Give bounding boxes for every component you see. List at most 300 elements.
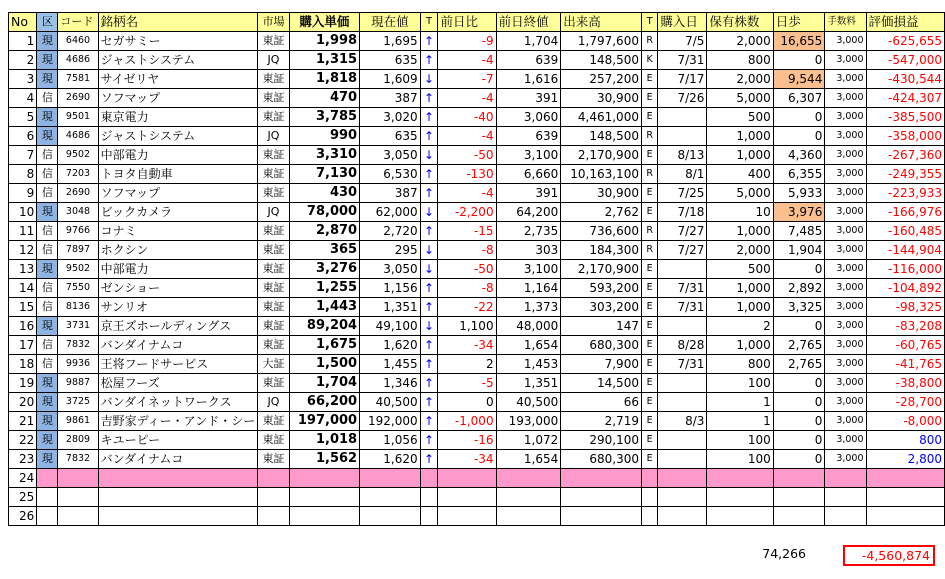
shares-cell[interactable]: 100 [707, 450, 773, 469]
name-cell[interactable]: 東京電力 [98, 108, 258, 127]
buy-price-cell[interactable]: 1,675 [289, 336, 359, 355]
empty-cell[interactable] [289, 488, 359, 507]
prev-close-cell[interactable]: 1,654 [496, 336, 561, 355]
change-cell[interactable]: -5 [438, 374, 496, 393]
current-price-cell[interactable]: 1,609 [360, 70, 421, 89]
kind-cell[interactable] [37, 412, 58, 431]
volume-cell[interactable]: 1,797,600 [561, 32, 642, 51]
step-cell[interactable]: 0 [773, 108, 825, 127]
name-cell[interactable]: ビックカメラ [98, 203, 258, 222]
volume-cell[interactable]: 680,300 [561, 336, 642, 355]
empty-cell[interactable] [496, 488, 561, 507]
volume-cell[interactable]: 303,200 [561, 298, 642, 317]
row-number[interactable]: 10 [9, 203, 37, 222]
code-cell[interactable]: 3048 [58, 203, 98, 222]
volume-cell[interactable]: 7,900 [561, 355, 642, 374]
kind-cell[interactable] [37, 393, 58, 412]
empty-cell[interactable] [658, 507, 707, 526]
code-cell[interactable]: 9501 [58, 108, 98, 127]
shares-cell[interactable]: 800 [707, 51, 773, 70]
buy-date-cell[interactable] [658, 260, 707, 279]
kind-cell[interactable] [37, 146, 58, 165]
empty-cell[interactable] [561, 507, 642, 526]
pl-cell[interactable]: -41,765 [866, 355, 944, 374]
empty-cell[interactable] [258, 507, 290, 526]
market-cell[interactable]: 東証 [258, 336, 290, 355]
step-cell[interactable]: 0 [773, 127, 825, 146]
market-cell[interactable]: 東証 [258, 89, 290, 108]
empty-cell[interactable] [37, 488, 58, 507]
code-cell[interactable]: 9936 [58, 355, 98, 374]
step-cell[interactable]: 4,360 [773, 146, 825, 165]
prev-close-cell[interactable]: 2,735 [496, 222, 561, 241]
change-cell[interactable]: -4 [438, 184, 496, 203]
current-price-cell[interactable]: 3,050 [360, 260, 421, 279]
name-cell[interactable]: バンダイネットワークス [98, 393, 258, 412]
step-cell[interactable]: 2,892 [773, 279, 825, 298]
prev-close-cell[interactable]: 1,072 [496, 431, 561, 450]
change-cell[interactable]: -50 [438, 146, 496, 165]
buy-price-cell[interactable]: 1,315 [289, 51, 359, 70]
buy-price-cell[interactable]: 1,818 [289, 70, 359, 89]
code-cell[interactable]: 7203 [58, 165, 98, 184]
code-cell[interactable]: 2690 [58, 89, 98, 108]
current-price-cell[interactable]: 6,530 [360, 165, 421, 184]
code-cell[interactable]: 7832 [58, 336, 98, 355]
market-cell[interactable]: 大証 [258, 355, 290, 374]
trend-arrow-icon[interactable]: ↑ [420, 51, 438, 70]
buy-date-cell[interactable]: 8/3 [658, 412, 707, 431]
header-market[interactable]: 市場 [258, 13, 290, 32]
change-cell[interactable]: -1,000 [438, 412, 496, 431]
buy-price-cell[interactable]: 430 [289, 184, 359, 203]
step-cell[interactable]: 1,904 [773, 241, 825, 260]
shares-cell[interactable]: 400 [707, 165, 773, 184]
empty-cell[interactable] [360, 469, 421, 488]
empty-cell[interactable] [289, 469, 359, 488]
row-number[interactable]: 12 [9, 241, 37, 260]
shares-cell[interactable]: 10 [707, 203, 773, 222]
volume-cell[interactable]: 184,300 [561, 241, 642, 260]
name-cell[interactable]: ジャストシステム [98, 51, 258, 70]
volume-cell[interactable]: 2,170,900 [561, 260, 642, 279]
kind-cell[interactable] [37, 298, 58, 317]
volume-cell[interactable]: 593,200 [561, 279, 642, 298]
shares-cell[interactable]: 1 [707, 393, 773, 412]
shares-cell[interactable]: 5,000 [707, 184, 773, 203]
row-number[interactable]: 23 [9, 450, 37, 469]
buy-price-cell[interactable]: 78,000 [289, 203, 359, 222]
kind-cell[interactable] [37, 89, 58, 108]
empty-cell[interactable] [707, 469, 773, 488]
pl-cell[interactable]: -249,355 [866, 165, 944, 184]
row-number[interactable]: 6 [9, 127, 37, 146]
buy-date-cell[interactable]: 8/13 [658, 146, 707, 165]
code-cell[interactable]: 7581 [58, 70, 98, 89]
current-price-cell[interactable]: 1,695 [360, 32, 421, 51]
name-cell[interactable]: ソフマップ [98, 89, 258, 108]
pl-cell[interactable]: -430,544 [866, 70, 944, 89]
market-cell[interactable]: 東証 [258, 146, 290, 165]
t2-cell[interactable]: E [641, 203, 657, 222]
buy-price-cell[interactable]: 89,204 [289, 317, 359, 336]
t2-cell[interactable]: E [641, 450, 657, 469]
step-cell[interactable]: 0 [773, 374, 825, 393]
shares-cell[interactable]: 5,000 [707, 89, 773, 108]
fee-cell[interactable]: 3,000 [825, 260, 866, 279]
buy-date-cell[interactable]: 7/27 [658, 241, 707, 260]
empty-cell[interactable] [561, 469, 642, 488]
buy-price-cell[interactable]: 470 [289, 89, 359, 108]
t2-cell[interactable]: E [641, 298, 657, 317]
market-cell[interactable]: 東証 [258, 184, 290, 203]
empty-cell[interactable] [360, 488, 421, 507]
header-volume[interactable]: 出来高 [561, 13, 642, 32]
row-number[interactable]: 21 [9, 412, 37, 431]
code-cell[interactable]: 7897 [58, 241, 98, 260]
step-cell[interactable]: 6,307 [773, 89, 825, 108]
fee-cell[interactable]: 3,000 [825, 450, 866, 469]
name-cell[interactable]: セガサミー [98, 32, 258, 51]
row-number[interactable]: 19 [9, 374, 37, 393]
market-cell[interactable]: 東証 [258, 260, 290, 279]
fee-cell[interactable]: 3,000 [825, 32, 866, 51]
trend-arrow-icon[interactable]: ↑ [420, 298, 438, 317]
change-cell[interactable]: -16 [438, 431, 496, 450]
pl-cell[interactable]: -547,000 [866, 51, 944, 70]
pl-cell[interactable]: -98,325 [866, 298, 944, 317]
change-cell[interactable]: -7 [438, 70, 496, 89]
buy-date-cell[interactable]: 8/1 [658, 165, 707, 184]
trend-arrow-icon[interactable]: ↑ [420, 279, 438, 298]
t2-cell[interactable]: R [641, 127, 657, 146]
empty-cell[interactable] [773, 488, 825, 507]
pl-cell[interactable]: -144,904 [866, 241, 944, 260]
row-number[interactable]: 11 [9, 222, 37, 241]
t2-cell[interactable]: E [641, 374, 657, 393]
t2-cell[interactable]: E [641, 355, 657, 374]
trend-arrow-icon[interactable]: ↑ [420, 355, 438, 374]
market-cell[interactable]: 東証 [258, 450, 290, 469]
trend-arrow-icon[interactable]: ↑ [420, 393, 438, 412]
fee-cell[interactable]: 3,000 [825, 336, 866, 355]
current-price-cell[interactable]: 2,720 [360, 222, 421, 241]
change-cell[interactable]: 2 [438, 355, 496, 374]
header-fee[interactable]: 手数料 [825, 13, 866, 32]
row-number[interactable]: 7 [9, 146, 37, 165]
header-shares[interactable]: 保有株数 [707, 13, 773, 32]
empty-cell[interactable] [58, 507, 98, 526]
trend-arrow-icon[interactable]: ↑ [420, 32, 438, 51]
pl-cell[interactable]: -385,500 [866, 108, 944, 127]
buy-date-cell[interactable]: 7/31 [658, 298, 707, 317]
t2-cell[interactable]: E [641, 336, 657, 355]
empty-cell[interactable] [641, 507, 657, 526]
change-cell[interactable]: -4 [438, 127, 496, 146]
kind-cell[interactable] [37, 203, 58, 222]
step-cell[interactable]: 0 [773, 393, 825, 412]
empty-cell[interactable] [707, 488, 773, 507]
kind-cell[interactable] [37, 431, 58, 450]
buy-price-cell[interactable]: 3,276 [289, 260, 359, 279]
fee-cell[interactable]: 3,000 [825, 70, 866, 89]
pl-cell[interactable]: -8,000 [866, 412, 944, 431]
empty-cell[interactable] [438, 488, 496, 507]
code-cell[interactable]: 7832 [58, 450, 98, 469]
current-price-cell[interactable]: 1,156 [360, 279, 421, 298]
volume-cell[interactable]: 290,100 [561, 431, 642, 450]
kind-cell[interactable] [37, 279, 58, 298]
pl-cell[interactable]: -166,976 [866, 203, 944, 222]
empty-cell[interactable] [773, 507, 825, 526]
shares-cell[interactable]: 1,000 [707, 127, 773, 146]
t2-cell[interactable]: E [641, 412, 657, 431]
t2-cell[interactable]: K [641, 51, 657, 70]
shares-cell[interactable]: 800 [707, 355, 773, 374]
shares-cell[interactable]: 100 [707, 374, 773, 393]
trend-arrow-icon[interactable]: ↑ [420, 374, 438, 393]
name-cell[interactable]: ソフマップ [98, 184, 258, 203]
shares-cell[interactable]: 1 [707, 412, 773, 431]
buy-price-cell[interactable]: 1,443 [289, 298, 359, 317]
current-price-cell[interactable]: 49,100 [360, 317, 421, 336]
code-cell[interactable]: 8136 [58, 298, 98, 317]
t2-cell[interactable]: E [641, 184, 657, 203]
code-cell[interactable]: 6460 [58, 32, 98, 51]
buy-date-cell[interactable] [658, 374, 707, 393]
buy-price-cell[interactable]: 365 [289, 241, 359, 260]
code-cell[interactable]: 9502 [58, 146, 98, 165]
kind-cell[interactable] [37, 450, 58, 469]
code-cell[interactable]: 9887 [58, 374, 98, 393]
empty-cell[interactable] [420, 469, 438, 488]
t2-cell[interactable]: E [641, 260, 657, 279]
fee-cell[interactable]: 3,000 [825, 279, 866, 298]
fee-cell[interactable]: 3,000 [825, 51, 866, 70]
t2-cell[interactable]: E [641, 431, 657, 450]
change-cell[interactable]: -8 [438, 241, 496, 260]
buy-date-cell[interactable]: 8/28 [658, 336, 707, 355]
shares-cell[interactable]: 2,000 [707, 70, 773, 89]
pl-cell[interactable]: -267,360 [866, 146, 944, 165]
change-cell[interactable]: -8 [438, 279, 496, 298]
prev-close-cell[interactable]: 1,373 [496, 298, 561, 317]
t2-cell[interactable]: E [641, 279, 657, 298]
code-cell[interactable]: 2809 [58, 431, 98, 450]
market-cell[interactable]: 東証 [258, 279, 290, 298]
empty-cell[interactable] [825, 488, 866, 507]
change-cell[interactable]: -34 [438, 336, 496, 355]
buy-date-cell[interactable] [658, 393, 707, 412]
empty-cell[interactable] [98, 488, 258, 507]
empty-cell[interactable] [825, 469, 866, 488]
kind-cell[interactable] [37, 260, 58, 279]
change-cell[interactable]: -50 [438, 260, 496, 279]
name-cell[interactable]: 王将フードサービス [98, 355, 258, 374]
empty-cell[interactable] [58, 488, 98, 507]
prev-close-cell[interactable]: 1,704 [496, 32, 561, 51]
empty-cell[interactable] [438, 507, 496, 526]
fee-cell[interactable]: 3,000 [825, 165, 866, 184]
kind-cell[interactable] [37, 374, 58, 393]
empty-cell[interactable] [438, 469, 496, 488]
step-cell[interactable]: 6,355 [773, 165, 825, 184]
name-cell[interactable]: キユーピー [98, 431, 258, 450]
volume-cell[interactable]: 736,600 [561, 222, 642, 241]
kind-cell[interactable] [37, 355, 58, 374]
market-cell[interactable]: JQ [258, 127, 290, 146]
pl-cell[interactable]: 2,800 [866, 450, 944, 469]
header-no[interactable]: No [9, 13, 37, 32]
current-price-cell[interactable]: 3,020 [360, 108, 421, 127]
trend-arrow-icon[interactable]: ↓ [420, 203, 438, 222]
row-number[interactable]: 4 [9, 89, 37, 108]
buy-price-cell[interactable]: 7,130 [289, 165, 359, 184]
buy-price-cell[interactable]: 990 [289, 127, 359, 146]
total-shares[interactable]: 74,266 [762, 546, 806, 561]
step-cell[interactable]: 0 [773, 317, 825, 336]
fee-cell[interactable]: 3,000 [825, 393, 866, 412]
t2-cell[interactable]: E [641, 317, 657, 336]
header-buy-date[interactable]: 購入日 [658, 13, 707, 32]
change-cell[interactable]: -40 [438, 108, 496, 127]
row-number[interactable]: 25 [9, 488, 37, 507]
empty-cell[interactable] [360, 507, 421, 526]
code-cell[interactable]: 9502 [58, 260, 98, 279]
buy-date-cell[interactable]: 7/17 [658, 70, 707, 89]
volume-cell[interactable]: 147 [561, 317, 642, 336]
current-price-cell[interactable]: 387 [360, 184, 421, 203]
empty-cell[interactable] [37, 469, 58, 488]
code-cell[interactable]: 4686 [58, 127, 98, 146]
fee-cell[interactable]: 3,000 [825, 241, 866, 260]
name-cell[interactable]: 中部電力 [98, 146, 258, 165]
name-cell[interactable]: トヨタ自動車 [98, 165, 258, 184]
current-price-cell[interactable]: 1,346 [360, 374, 421, 393]
volume-cell[interactable]: 66 [561, 393, 642, 412]
name-cell[interactable]: ジャストシステム [98, 127, 258, 146]
buy-price-cell[interactable]: 3,310 [289, 146, 359, 165]
pl-cell[interactable]: 800 [866, 431, 944, 450]
step-cell[interactable]: 0 [773, 450, 825, 469]
code-cell[interactable]: 9861 [58, 412, 98, 431]
code-cell[interactable]: 7550 [58, 279, 98, 298]
name-cell[interactable]: 京王ズホールディングス [98, 317, 258, 336]
name-cell[interactable]: 吉野家ディー・アンド・シー [98, 412, 258, 431]
fee-cell[interactable]: 3,000 [825, 203, 866, 222]
row-number[interactable]: 24 [9, 469, 37, 488]
shares-cell[interactable]: 1,000 [707, 146, 773, 165]
prev-close-cell[interactable]: 1,616 [496, 70, 561, 89]
buy-price-cell[interactable]: 66,200 [289, 393, 359, 412]
row-number[interactable]: 15 [9, 298, 37, 317]
empty-cell[interactable] [420, 488, 438, 507]
name-cell[interactable]: 松屋フーズ [98, 374, 258, 393]
kind-cell[interactable] [37, 127, 58, 146]
prev-close-cell[interactable]: 303 [496, 241, 561, 260]
prev-close-cell[interactable]: 1,164 [496, 279, 561, 298]
kind-cell[interactable] [37, 317, 58, 336]
prev-close-cell[interactable]: 193,000 [496, 412, 561, 431]
buy-date-cell[interactable]: 7/26 [658, 89, 707, 108]
market-cell[interactable]: JQ [258, 203, 290, 222]
trend-arrow-icon[interactable]: ↓ [420, 317, 438, 336]
header-current[interactable]: 現在値 [360, 13, 421, 32]
prev-close-cell[interactable]: 64,200 [496, 203, 561, 222]
volume-cell[interactable]: 2,170,900 [561, 146, 642, 165]
empty-cell[interactable] [561, 488, 642, 507]
trend-arrow-icon[interactable]: ↑ [420, 450, 438, 469]
buy-date-cell[interactable] [658, 317, 707, 336]
prev-close-cell[interactable]: 1,453 [496, 355, 561, 374]
change-cell[interactable]: -34 [438, 450, 496, 469]
shares-cell[interactable]: 500 [707, 108, 773, 127]
fee-cell[interactable]: 3,000 [825, 222, 866, 241]
header-name[interactable]: 銘柄名 [98, 13, 258, 32]
row-number[interactable]: 16 [9, 317, 37, 336]
volume-cell[interactable]: 30,900 [561, 184, 642, 203]
prev-close-cell[interactable]: 40,500 [496, 393, 561, 412]
buy-price-cell[interactable]: 197,000 [289, 412, 359, 431]
name-cell[interactable]: サンリオ [98, 298, 258, 317]
volume-cell[interactable]: 148,500 [561, 127, 642, 146]
buy-date-cell[interactable] [658, 431, 707, 450]
t2-cell[interactable]: R [641, 32, 657, 51]
row-number[interactable]: 2 [9, 51, 37, 70]
empty-cell[interactable] [289, 507, 359, 526]
buy-date-cell[interactable]: 7/5 [658, 32, 707, 51]
code-cell[interactable]: 3731 [58, 317, 98, 336]
fee-cell[interactable]: 3,000 [825, 89, 866, 108]
empty-cell[interactable] [707, 507, 773, 526]
kind-cell[interactable] [37, 241, 58, 260]
code-cell[interactable]: 3725 [58, 393, 98, 412]
shares-cell[interactable]: 1,000 [707, 298, 773, 317]
current-price-cell[interactable]: 295 [360, 241, 421, 260]
current-price-cell[interactable]: 1,351 [360, 298, 421, 317]
market-cell[interactable]: 東証 [258, 165, 290, 184]
name-cell[interactable]: サイゼリヤ [98, 70, 258, 89]
kind-cell[interactable] [37, 165, 58, 184]
buy-price-cell[interactable]: 1,998 [289, 32, 359, 51]
step-cell[interactable]: 3,325 [773, 298, 825, 317]
empty-cell[interactable] [496, 507, 561, 526]
change-cell[interactable]: -4 [438, 51, 496, 70]
kind-cell[interactable] [37, 222, 58, 241]
market-cell[interactable]: 東証 [258, 412, 290, 431]
buy-date-cell[interactable] [658, 450, 707, 469]
kind-cell[interactable] [37, 70, 58, 89]
current-price-cell[interactable]: 1,455 [360, 355, 421, 374]
empty-cell[interactable] [773, 469, 825, 488]
change-cell[interactable]: -15 [438, 222, 496, 241]
market-cell[interactable]: 東証 [258, 32, 290, 51]
empty-cell[interactable] [866, 469, 944, 488]
prev-close-cell[interactable]: 639 [496, 127, 561, 146]
prev-close-cell[interactable]: 639 [496, 51, 561, 70]
buy-price-cell[interactable]: 1,255 [289, 279, 359, 298]
empty-cell[interactable] [496, 469, 561, 488]
empty-cell[interactable] [866, 488, 944, 507]
empty-cell[interactable] [58, 469, 98, 488]
empty-cell[interactable] [98, 469, 258, 488]
market-cell[interactable]: JQ [258, 393, 290, 412]
header-t2[interactable]: T [641, 13, 657, 32]
header-step[interactable]: 日歩 [773, 13, 825, 32]
step-cell[interactable]: 0 [773, 431, 825, 450]
name-cell[interactable]: バンダイナムコ [98, 450, 258, 469]
empty-cell[interactable] [258, 488, 290, 507]
